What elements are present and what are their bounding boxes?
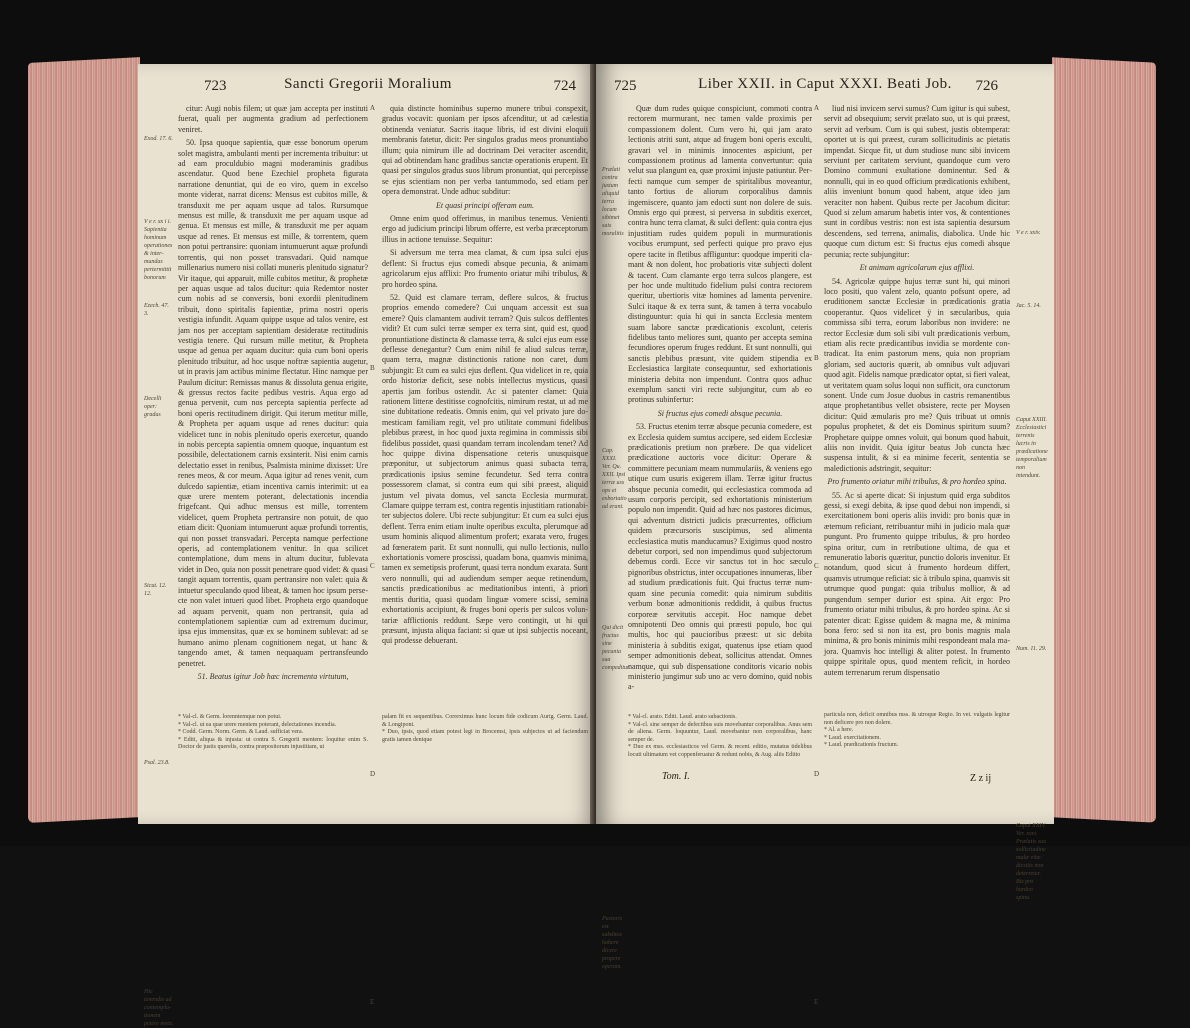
margin-note: Ezech. 47. 3.: [144, 302, 169, 317]
page-edges-right: [1052, 57, 1156, 822]
column-section-letter: A: [814, 104, 820, 112]
paragraph: Omne enim quod offerimus, in manibus tenemus. Venienti ergo ad judicium principi librum offerre, est verba præceptorum illius in actione tenuisse. Sequitur:: [382, 214, 588, 244]
left-page-column-letters: [370, 104, 380, 1007]
running-title-right: Liber XXII. in Caput XXXI. Beati Job.: [698, 76, 952, 92]
paragraph: 55. Ac si aperte dicat: Si injustum quid erga subditos gessi, si exegi debita, & ipse quod debui non impendi, si exercitationem boni operis aliis invidi: pro bonis quæ in æternum reficiant, retribuantur mihi in judicio mala quæ pungunt. Pro frumento quippe tribulus, & pro hordeo spina oritur, cum in retributione ultima, de qua et remuneratio laboris quæritur, punctio doloris invenitur. Et notandum, quod sicut à frumento hordeum differt, quamvis utrumque reficiat: sic à tribulo spina, quamvis sit utrumque quod pungat: quia tribulus mollior, & ad pungendum semper durior est spina. Ait ergo: Pro frumento oriatur mihi tribulus, & pro hordeo spina. Ac si patenter dicat: Egisse quidem & magna me, & minima bona fero: sed si non ita est, pro bonis magnis mala minima, & pro bonis minimis mihi respondeant mala majora. Quamvis hoc intelligi & aliter potest. In frumento quippe spiritale opus, quod mentem reficit, in hordeo autem terrenarum rerum dispensatio: [824, 490, 1010, 677]
footnote: * Laud. exercitationem.: [824, 734, 881, 741]
paragraph: Et quasi principi offeram eum.: [436, 200, 534, 210]
left-page: [138, 64, 598, 1027]
paragraph: Pro frumento oriatur mihi tribulus, & pro hordeo spina.: [827, 477, 1007, 487]
paragraph: 51. Beatus igitur Job hæc incrementa virtutum,: [197, 671, 349, 681]
footnote: * Al. a here.: [824, 727, 854, 733]
margin-note: Jac. 5. 14.: [1016, 302, 1041, 309]
paragraph: 50. Ipsa quoque sapientia, quæ esse bonorum operum solet magistra, ambulanti menti per incrementa tribuitur: ut ad eam proculdubio magni moderaminis gradibus ascendatur. Quod bene Ezechiel propheta figurata narratione denuntiat, qui de eo viro, quem in excelso monte viderat, narrat dicens: Mensus est cubitos mille, & transduxit me per aquam usque ad talos. Rursumque mensus est mille, & transduxit me per aquam usque ad genua. Et mensus est mille, & transduxit me per aquam usque ad renes. Et mensus est mille, & torrentem, quem non potui pertransire: quoniam intumuerunt aquæ profundi torrentis, qui non posset transvadari. Quid namque millenarius numero nisi collati muneris plenitudo signatur? Vir itaque, qui apparuit, mille cubitos metitur, & prophetæ per aquas usque ad talos ducitur: quia Redemtor noster cum nobis ad se conversis, boni exordii plenitudinem tribuit, dono spiritalis fapientiæ, prima nostri operis vestigia infundit. Aquam quippe usque ad talos venire, est jam nos per acceptam sapientiam desideratæ rectitudinis vestigia tenere. Qui rursum mille metitur, & Propheta usque ad genua per aquam ducitur: quia cum boni operis plenitudo tribuitur, ad hoc usque noftræ sapientia augetur, ut in pravis jam actibus minime flectatur. Hinc namque per Paulum dicitur: Remissas manus & dissoluta genua erigite, & gressus rectos facite pedibus vestris. Aqua ergo ad genua pervenit, cum nos percepta sapientia perfecte ad boni operis rectitudinem dirigit. Qui iterum metitur mille, & Propheta per aquam usque ad renes ducitur: quia videlicet tunc in nobis plenitudo operis exercetur, quando in nobis percepta sapientia omnem quoque, inquantum est possibile, delectationem carnis exsinterit. Nisi enim carnis delectatio esset in renibus, Psalmista minime dixisset: Ure renes meos, & cor meum. Aqua igitur ad renes venit, cum dulcedo sapientiæ, etiam incentiva carnis interimit: ut ea quæ urere mentem poterant, delectationis incendia frigefcant. Qui adhuc mensus est mille, torrentem videlicet, quem Propheta pertransire non potuit, de quo etiam dicit: Quoniam intumuerunt aquæ profundi torrentis, qui non posset transvadari. Percepta namque perfectione operis, ad contemplationem venitur. In qua scilicet contemplatione, dum mens in altum ducitur, fublevata videt in Deo, quia non possit penetrare quod videt: & quasi tangit aquam torrentis, quam pertransire non valet: quia & intuetur speculando quod libeat, & tamen hoc ipsum persecte non valet intueri quod libet. Propheta ergo quandoque ad aquam pervenit, quam non pertransit, quia ad contemplationem sapientiæ cum ad extremum ducimur, ipsa ejus immensitas, quæ ex se hominem sublevat: ad se humano animo plenam cognitionem negat, ut hanc & tangendo amet, & tamen nequaquam pertransfeundo penetret.: [178, 138, 368, 668]
paragraph: quia distincte hominibus superno munere tribui conspexit, gradus vocavit: quoniam per ipsos afcenditur, ut ad cælestia obtinenda veniatur. Sacris itaque libris, id est divini eloquii membranis fatetur, dicit: Per singulos gradus meos pronuntiabo illum; quia nimirum ille ad doctrinam Dei veraciter ascendit, qui ad obtinendam hanc gradibus sanctæ operationis erupent. Et quasi per singulos gradus suos librum pronuntiat, qui percepisse se ejus scientiam non per verba tantummodo, sed etiam per opera demonstrat. Unde adhuc subditur:: [382, 104, 588, 197]
paragraph: Si fructus ejus comedi absque pecunia.: [657, 408, 783, 418]
margin-note: Prælati contra justum aliquid terra locum sibimet suis moralitis: [602, 167, 624, 238]
running-title-left: Sancti Gregorii Moralium: [284, 76, 452, 92]
margin-note: Caput XXIV. Ver. xxvi. Prælatis sua sollicitudine malæ vitæ dicsiiis non deterretur. Bis pro hordeo spina.: [1016, 822, 1047, 901]
footnote: palam fit ex sequentibus. Correximus hunc locum fide codicum Aurig. Germ. Laud. & Longipont.: [382, 714, 588, 728]
page-edges-left: [28, 57, 140, 823]
margin-note: Psal. 23.8.: [144, 760, 170, 767]
margin-note: Caput XXIII. Ecclesiastici terrenis lucris in prædicatione temporalium non intendunt.: [1016, 417, 1048, 479]
column-section-letter: B: [814, 353, 819, 362]
left-page-column-2: [382, 104, 588, 706]
signature-mark: Z z ij: [970, 773, 992, 784]
margin-note: Decelli oper: gradus: [144, 396, 162, 419]
page-number-725: 725: [614, 78, 637, 94]
footnote: * Val-cl. & Germ. lorenntemque non potui.: [178, 714, 282, 720]
right-page-column-2: [824, 104, 1010, 706]
running-head-right: [596, 76, 1054, 98]
margin-note: Cap. XXXI. Ver. Qu. XXII. Ipsi terræ uss ops et exbortatio ad erant.: [602, 448, 627, 511]
footnote: particula non, deficit omnibus mss. & utroque Regio. In vet. vulgatis legitur non deficere pro non dolere.: [824, 712, 1010, 726]
footnote: * Codd. Germ. Norm. Germ. & Laud. sufficiat vera.: [178, 729, 304, 735]
paragraph: 53. Fructus etenim terræ absque pecunia comedere, est ex Ecclesia quidem sumtus accipere, sed eidem Ecclesiæ prædicationis pretium non præbere. De qua videlicet prædicatione auctoris voce dicitur: Operare & committere pecuniam meam nummulariis, & veniens ego utique cum usuris exigerem illam. Terræ igitur fructus absque pecunia comedit, qui ecclesiastica commoda ad usum corporis percipit, sed exhortationis ministerium populo non impendit. Quid ad hæc nos pastores dicimus, qui adventum districti judicis præcurrentes, officium quidem præcursoris suscipimus, sed alimenta ecclesiastica mutis manducamus? Exigimus quod nostro debetur corpori, sed non impendimus quod subjectorum debemus cordi. Ecce vir sanctus tot in hoc sæculo pignoribus obstrictus, inter occupationes innumeras, liber ad studium prædicationis fuit. Qui fructus terræ numquam sine pecunia comedit: quia nimirum subditis verbum bonæ admonitionis reddidit, à quibus fructus corporeæ servitutis accepit. Hoc namque debet omnipotenti Deo omnis qui præesti populo, hoc qui multis, hoc qui paucioribus præest: ut sic debita ministeria à subditis exigat, quatenus ipse etiam quod semper admonitionis debeat, sollicitus attendat. Omnes namque, qui sub dispensatione conditoris vicario nobis ministerio jungimur sub uno ac vero domino, quid nobis a-: [628, 422, 812, 692]
left-page-footnotes-2: [382, 714, 588, 784]
paragraph: liud nisi invicem servi sumus? Cum igitur is qui subest, servit ad obsequium; servit prælato suo, ut is qui præest, servit ad verbum. Cum is qui subest, justis obtemperat: oportet ut is qui præest, curam sollicitudinis ac pietatis impendat. Sicque fit, ut dum studiose nunc sibi invicem serviunt per caritatem serviunt, quandoque cum vero Domino communi exultatione dominentur. Sed & nonnulli, qui in eo quod officium prædicationis exhibent, aliis inveniunt bonum quod habent, atque ideo jam veraciter non habent. Quibus recte per Jacobum dicitur: Quod si zelum amarum habetis inter vos, & contentiones sunt in cordibus vestris: non est ista sapientia desursum descendens, sed terrena, animalis, diabolica. Unde hic quoque cum dictum est: Si fructus ejus comedi absque pecunia; recte subjungitur:: [824, 104, 1010, 259]
column-section-letter: D: [814, 769, 820, 778]
paragraph: Quæ dum rudes quique conspiciunt, commoti contra rectorem murmurant, nec tamen valde proximis per compassionem dolent. Cum vero hi, qui jam arato lectionis atriti sunt, atque ad frugem boni operis exculti, gravari vel in minimis innocentes aspiciunt, per compassionem protinus ad lamenta convertuntur: quia velut sua plangunt ea, quæ proximi injuste patiuntur. Perfecti namque cum semper de spiritalibus moveantur, tanto fortius de aliorum corporalibus damnis ingemiscere, quanto jam edocti sunt non dolere de suis. Omnis ergo qui præest, si perversa in subditis exercet, contra hunc terra clamat, & sulci deflent: quia contra ejus injustitiam rudes quidem populi in murmurationis vocibus erumpunt, sed perfecti quique pro pravo ejus opere tacite in fletibus affliguntur: quodque imperiti clamant & non dolent, hoc probatioris vitæ subjecti dolent & tacent. Cum clamante ergo terra sulcos plangere, est per hoc unde multitudo fidelium pulsi contra rectorem queritur, ubertioris vitæ homines ad lamenta pervenire. Sulci itaque & ex terra sunt, & tamen à terra vocabulo distinguuntur: quia hi qui in sancta Ecclesia mentem suam labore sanctæ prædicationis excolunt, ceteris fidelibus tanto meliores sunt, quanto per accepta semina fecundiores operum fruges reddunt. Et sunt nonnulli, qui sanctis plebibus præsunt, vite quidem stipendia ex Ecclesiastica largitate consequuntur, sed exhortationis ministeria debita non impendunt. Contra quos adhuc exemplum sancti viri recte subjungitur, cum ab eo protinus subinfertur:: [628, 104, 812, 405]
column-section-letter: E: [370, 998, 375, 1007]
column-section-letter: C: [814, 561, 819, 570]
margin-note: Exod. 17. 6.: [144, 136, 173, 143]
running-head-left: [138, 76, 598, 98]
margin-note: V e r. xxiv.: [1016, 229, 1041, 236]
column-section-letter: E: [814, 998, 819, 1007]
footnote: * Val-cl. ut ea quæ urere mentem poterant, delectationes incendia.: [178, 721, 337, 728]
margin-note: Qui dicit fructus sine pecunia sua compeditur.: [602, 625, 631, 671]
page-number-723: 723: [204, 78, 227, 94]
paragraph: 52. Quid est clamare terram, deflere sulcos, & fructus proprios emendo comedere? Cui unquam accessit est sua emere? Quis clamantem audivit terram? Quis sulcos defflentes vidit? Et cum sulci terræ semper ex terra sint, quid est, quod pronuntiatione distincta & clamasse terra, & sulci ejus eum esse deflesse denegantur? Cum enim nihil fe aliud sulcus terræ, quam terra, magnæ distinctionis ratione non caret, dum subjungit: Et cum ea sulci ejus deflent. Qua videlicet in re, quia ordo historiæ deficit, sese nobis intellectus mysticus, quasi apertis jam foribus ostendit. Ac si patenter clamet: Quia rationem litteræ destitisse cognofcitis, nimirum restat, ut ad me sine dubitatione redeatis. Omnis enim, qui vel privato jure domesticam familiam regit, vel pro utilitate communi fidelibus plebibus præest, in hoc quod juxta regimina in commissis sibi fidelibus possidet, quasi quandam terram incolendam tenet? Ad hoc quippe divina dispensatione ceteris unusquisque præponitur, ut subjectorum animus quasi subacta terra, prædicationis ipsius semine fecundetur. Sed terra contra possessorem clamat, si contra eum qui sibi præest, aliquid justum vel pivata domus, vel sancta Ecclesia murmurat. Clamare quippe terram est, contra regentis injustitiam rationabiter subjectos dolere. Ubi recte subjungitur: Et cum ea sulci ejus deflent. Terra enim etiam inulte operibus exculta, plerumque ad usum hominis aliquod alimentum profert; exarata vero, fruges ad fœneratem parit. Et sunt nonnulli, qui nullo lectionis, nullo exhortationis vomere proscissi, quadam bona, quamvis minima, tamen ex semetipsis proferunt, quasi terra nondum exarata. Sunt vero nonnulli, qui ad audiendum semper aeque retinendum, sanctis prædicationibus ac meditationibus intenti, à priori mentis duritia, quasi quodam linguæ vomere scissi, semina exhortationis accipiunt, & fruges boni operis per sulcos voluntariæ afflictionis reddunt. Sæpe vero contingit, ut hi qui præsunt, injusta aliqua faciant: si quæ ut ipsi subjectis noceant, qui prodesse debuerant.: [382, 292, 588, 646]
right-page-left-margin-notes: [602, 104, 631, 971]
margin-note: Num. 11. 29.: [1016, 645, 1047, 652]
margin-note: V e r. xx i i. Sapientia hominum operationes & intermundas pertermittit bonorum: [144, 219, 173, 282]
right-page-footnotes-2: [824, 712, 1010, 774]
page-number-724: 724: [553, 78, 576, 94]
signature-tom: Tom. I.: [662, 771, 690, 782]
margin-note: Hic tenendis ad contemplationem petere meta.: [144, 989, 174, 1027]
footnote: * Duo ex mss. ecclesiasticos vel Germ. & recent. editio, mutatus tidelibus locuti ultimatum vet coppenferuatur & redunt nobis, & Aug. aliis Editio: [628, 744, 812, 758]
column-section-letter: D: [370, 769, 376, 778]
page-number-726: 726: [975, 78, 998, 94]
footnote: * Editi, aliqua & injusta: ut contra S. Gregorii mentem: loquitur enim S. Doctor de justis querelis, contra præpositorum injustitiam, ut: [178, 736, 368, 750]
right-page: [596, 64, 1054, 1007]
margin-note: Pastoris est subditos habere dicere propere operam.: [602, 916, 623, 971]
paragraph: Et animam agricolarum ejus afflixi.: [859, 263, 975, 273]
footnote: * Val-cl. sine semper de defectibus suis movebantur corporalibus. Anus sem de aliena. Germ. loquuntur, Laud. movebantur non corporalibus, hanc semper de.: [628, 721, 812, 743]
left-page-margin-notes: [144, 104, 174, 1027]
right-page-column-1: [628, 104, 812, 706]
left-page-column-1: [178, 104, 368, 706]
left-page-footnotes-1: [178, 714, 368, 784]
column-section-letter: C: [370, 561, 375, 570]
paragraph: 54. Agricolæ quippe hujus terræ sunt hi, qui minori loco positi, quo valent zelo, quanto pofsunt opere, ad eruditionem sanctæ Ecclesiæ in prædicationis gratia cooperantur. Quos videlicet ÿ in sæcularibus, quia commissa sibi terra, eorum laboribus non invidere: ne rector Ecclesiæ dum soli sibi vult prædicationis verbum, etiam alis recte prædicantibus invidia se mordente contradicat. Ita enim pastorum mens, quia non propriam gloriam, sed auctoris quærit, ab omnibus vult adjuvari quod agit. Fidelis namque prædicator optat, si fieri valeat, ut veritatem quam solus loqui non sufficit, ora cunctorum sonent. Unde cum Josue duobus in castris remanentibus atque prophetantibus vellet obsistere, recte per Moysen dicitur: Quid æmularis pro me? Quis tribuat ut omnis populus prophetet, & det eis Dominus spiritum suum? Prophetare quippe omnes voluit, qui bonum quod habuit, aliis non invidit. Quia igitur beatus Job cuncta hæc suspensa intulit, & si ea minime fecerit, sententia se maledictionis adstringit, sequitur:: [824, 276, 1010, 473]
footnote: * Val-cl. arato. Editi. Laud. arato subactionis.: [628, 714, 737, 720]
paragraph: citur: Augi nobis filem; ut quæ jam accepta per instituti fuerat, quali per augmenta gradium ad perfectionem veniret.: [178, 104, 368, 134]
column-section-letter: B: [370, 364, 375, 372]
column-section-letter: A: [370, 104, 376, 112]
footnote: * Duo, ipsis, quod etiam potest legi in Brocemsi, ipsis subjectos ut ad faciendum gratis tamen denique: [382, 729, 588, 743]
right-page-right-margin-notes: [1016, 104, 1048, 901]
margin-note: Sicut. 12. 12.: [144, 583, 167, 598]
paragraph: Si adversum me terra mea clamat, & cum ipsa sulci ejus deflent: Si fructus ejus comedi absque pecunia, & animam agricolarum ejus afflixi: Pro frumento oriatur mihi tribulus, & pro hordeo spina.: [382, 248, 588, 289]
footnote: * Laud. prædicationis fructum.: [824, 742, 899, 748]
right-page-footnotes-1: [628, 714, 812, 784]
right-page-column-letters: [814, 104, 824, 1007]
